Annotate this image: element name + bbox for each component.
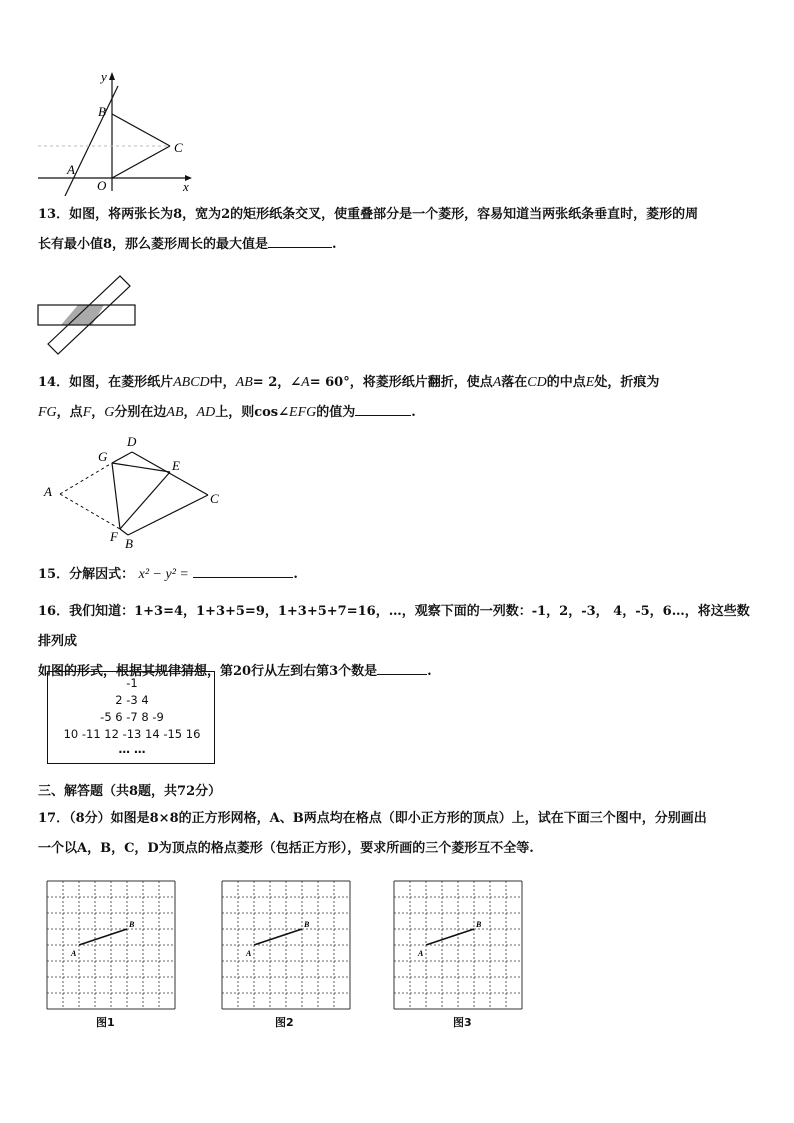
label-d: D: [127, 434, 137, 449]
label-b: B: [98, 104, 106, 119]
label-a: A: [67, 162, 75, 177]
segment-ab: [426, 929, 474, 945]
caption-fig3: 图3: [453, 1016, 472, 1029]
label-b: B: [129, 920, 135, 929]
number-row: 10 -11 12 -13 14 -15 16: [63, 727, 201, 741]
section-3-heading: 三、解答题（共8题，共72分）: [38, 784, 222, 799]
label-a: A: [418, 949, 424, 958]
segment-ab: [254, 929, 302, 945]
q13-line1: 13．如图，将两张长为8，宽为2的矩形纸条交叉，使重叠部分是一个菱形，容易知道当两张纸条垂直时，菱形的周: [38, 207, 699, 222]
edge-dc: [132, 452, 208, 495]
q14-line2: FG，点F，G分别在边AB，AD上，则cos∠EFG的值为 .: [38, 398, 758, 428]
fold-fg: [112, 463, 120, 529]
label-b: B: [125, 536, 133, 551]
q14-line1: 14．如图，在菱形纸片ABCD中，AB= 2，∠A= 60°，将菱形纸片翻折，使点A落在CD的中点E处，折痕为: [38, 375, 660, 390]
q15-answer-blank[interactable]: [193, 563, 293, 578]
label-b: B: [304, 920, 310, 929]
edge-gd: [112, 452, 132, 463]
fold-ge: [112, 463, 170, 472]
label-x: x: [183, 179, 189, 194]
number-triangle-box: [47, 671, 215, 764]
grid-figure-3: [393, 880, 523, 1010]
caption-fig1: 图1: [96, 1016, 115, 1029]
number-row: 2 -3 4: [115, 693, 149, 707]
label-g: G: [98, 449, 108, 464]
dashed-ag: [60, 463, 112, 494]
fig13-strips-figure: [36, 272, 140, 358]
q17-line1: 17．（8分）如图是8×8的正方形网格，A、B两点均在格点（即小正方形的顶点）上，试在下面三个图中，分别画出: [38, 811, 707, 826]
question-17: [38, 804, 758, 864]
q16-line2: 如图的形式，根据其规律猜想，第20行从左到右第3个数是 .: [38, 657, 758, 687]
label-c: C: [174, 140, 183, 155]
q16-answer-blank[interactable]: [377, 660, 427, 675]
y-axis-arrow: [109, 72, 115, 80]
caption-fig2: 图2: [275, 1016, 294, 1029]
q13-answer-blank[interactable]: [268, 233, 332, 248]
label-b: B: [476, 920, 482, 929]
number-row: … …: [118, 742, 146, 756]
number-row: -1: [126, 676, 138, 690]
fig14-rhombus-fold-figure: [40, 432, 230, 552]
edge-bf: [120, 529, 128, 535]
q15-expression: x² − y² =: [138, 567, 189, 582]
q15-text: 15．分解因式：: [38, 567, 135, 582]
fold-fe: [120, 472, 170, 529]
number-row: -5 6 -7 8 -9: [100, 710, 164, 724]
question-15: 15．分解因式： x² − y² = .: [38, 560, 758, 590]
label-a: A: [44, 484, 52, 499]
label-a: A: [71, 949, 77, 958]
grid-figure-1: [46, 880, 176, 1010]
edge-cb: [128, 495, 208, 535]
q17-line2: 一个以A，B，C，D为顶点的格点菱形（包括正方形），要求所画的三个菱形互不全等.: [38, 841, 534, 856]
fig12-coordinate-figure: [30, 66, 200, 196]
segment-bc: [112, 114, 170, 146]
label-o: O: [97, 178, 107, 193]
question-14: [38, 368, 758, 428]
label-y: y: [101, 69, 107, 84]
q13-line2: 长有最小值8，那么菱形周长的最大值是 .: [38, 230, 758, 260]
overlap-rhombus: [61, 305, 104, 325]
label-e: E: [172, 458, 180, 473]
question-13: [38, 200, 758, 260]
line-ab: [65, 86, 118, 196]
segment-oc: [112, 146, 170, 178]
dashed-af: [60, 494, 120, 529]
label-a: A: [246, 949, 252, 958]
grid-figure-2: [221, 880, 351, 1010]
segment-ab: [79, 929, 127, 945]
q16-line1: 16．我们知道：1+3=4，1+3+5=9，1+3+5+7=16，…，观察下面的一列数：-1，2，-3， 4，-5，6…，将这些数排列成: [38, 604, 750, 649]
q14-answer-blank[interactable]: [355, 401, 411, 416]
label-f: F: [110, 529, 118, 544]
label-c: C: [210, 491, 219, 506]
